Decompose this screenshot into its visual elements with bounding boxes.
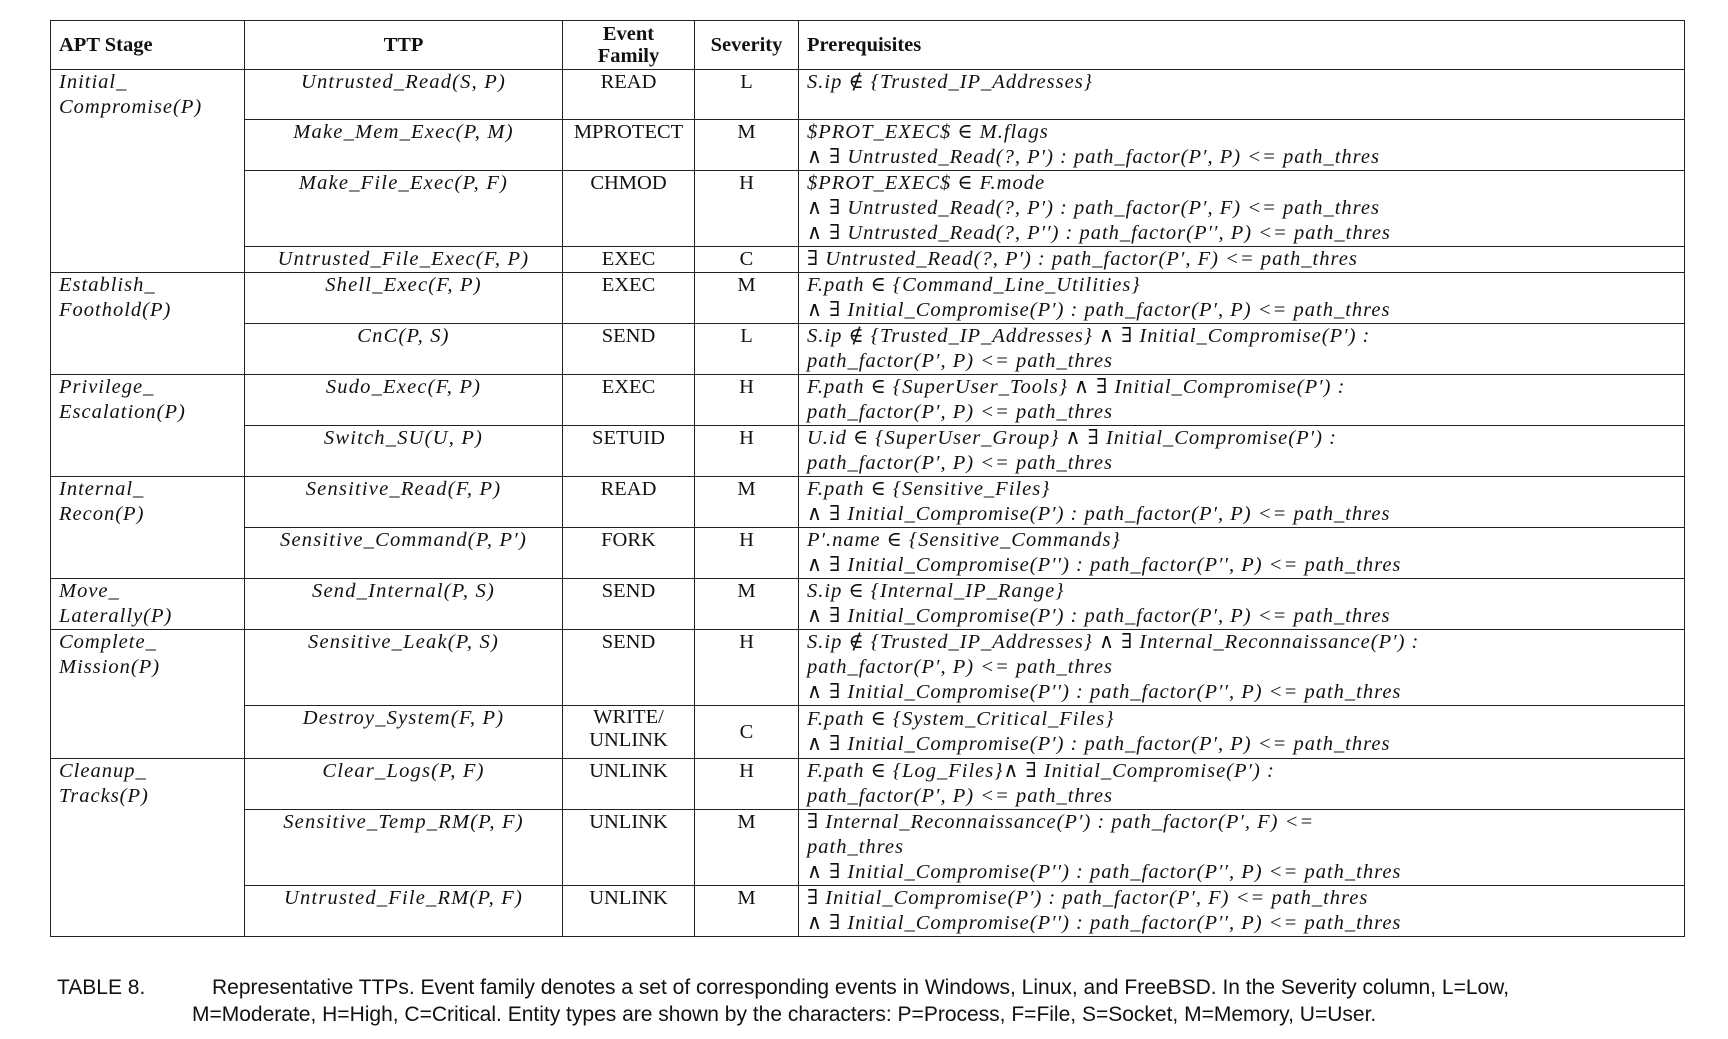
ttp-cell: Send_Internal(P, S) [245,579,563,630]
table-row [51,528,1685,579]
severity-cell: M [695,579,799,630]
apt-stage-cell [51,630,245,759]
severity-cell: H [695,375,799,426]
prerequisites-cell [799,247,1685,273]
apt-stage-line: Move_ [59,580,120,602]
apt-stage-line: Internal_ [59,478,145,500]
table-row [51,630,1685,706]
table-row [51,120,1685,171]
header-ttp: TTP [245,21,563,70]
apt-stage-cell [51,70,245,273]
prerequisite-line: S.ip ∉ {Trusted_IP_Addresses} [807,71,1093,93]
prerequisite-line: path_factor(P′, P) <= path_thres [807,785,1113,807]
apt-stage-line: Compromise(P) [59,96,203,118]
ttp-cell: Shell_Exec(F, P) [245,273,563,324]
event-family-line: SEND [601,580,656,602]
prerequisite-line: $PROT_EXEC$ ∈ M.flags [807,121,1049,143]
severity-cell: L [695,324,799,375]
prerequisite-line: F.path ∈ {SuperUser_Tools} ∧ ∃ Initial_Compromise(P′) : [807,376,1346,398]
table-row [51,171,1685,247]
severity-cell: H [695,630,799,706]
apt-stage-line: Privilege_ [59,376,155,398]
ttp-cell: Untrusted_Read(S, P) [245,70,563,120]
apt-stage-cell [51,375,245,477]
ttp-cell: Switch_SU(U, P) [245,426,563,477]
prerequisite-line: ∧ ∃ Untrusted_Read(?, P′) : path_factor(P′, F) <= path_thres [807,197,1380,219]
prerequisite-line: ∧ ∃ Initial_Compromise(P′′) : path_factor(P′′, P) <= path_thres [807,861,1402,883]
prerequisite-line: ∃ Initial_Compromise(P′) : path_factor(P′, F) <= path_thres [807,887,1369,909]
prerequisite-line: ∧ ∃ Initial_Compromise(P′) : path_factor(P′, P) <= path_thres [807,503,1391,525]
prerequisites-cell [799,759,1685,810]
table-row [51,759,1685,810]
event-family-line: UNLINK [589,729,668,751]
apt-stage-line: Mission(P) [59,656,161,678]
ttp-cell: Sudo_Exec(F, P) [245,375,563,426]
prerequisites-cell [799,477,1685,528]
prerequisite-line: S.ip ∉ {Trusted_IP_Addresses} ∧ ∃ Initial_Compromise(P′) : [807,325,1371,347]
prerequisites-cell [799,528,1685,579]
prerequisite-line: path_factor(P′, P) <= path_thres [807,656,1113,678]
prerequisite-line: ∃ Internal_Reconnaissance(P′) : path_factor(P′, F) <= [807,811,1315,833]
ttp-cell: Make_Mem_Exec(P, M) [245,120,563,171]
event-family-cell [563,70,695,120]
table-row [51,70,1685,120]
severity-cell: C [695,706,799,759]
prerequisite-line: F.path ∈ {Sensitive_Files} [807,478,1051,500]
prerequisites-cell [799,324,1685,375]
prerequisite-line: ∧ ∃ Initial_Compromise(P′′) : path_factor(P′′, P) <= path_thres [807,912,1402,934]
ttp-cell: Destroy_System(F, P) [245,706,563,759]
prerequisite-line: F.path ∈ {System_Critical_Files} [807,708,1115,730]
event-family-cell [563,630,695,706]
apt-stage-line: Establish_ [59,274,156,296]
event-family-line: UNLINK [589,887,668,909]
event-family-line: MPROTECT [573,121,684,143]
table-row [51,247,1685,273]
prerequisite-line: path_factor(P′, P) <= path_thres [807,350,1113,372]
table-caption [57,974,1682,1028]
severity-cell: L [695,70,799,120]
apt-stage-line: Escalation(P) [59,401,186,423]
table-row [51,375,1685,426]
event-family-line: SETUID [592,427,665,449]
severity-cell: H [695,171,799,247]
event-family-line: EXEC [601,274,656,296]
event-family-cell [563,324,695,375]
prerequisite-line: ∧ ∃ Initial_Compromise(P′) : path_factor(P′, P) <= path_thres [807,605,1391,627]
prerequisites-cell [799,706,1685,759]
ttp-cell: Untrusted_File_Exec(F, P) [245,247,563,273]
event-family-cell [563,120,695,171]
prerequisites-cell [799,886,1685,937]
severity-cell: H [695,528,799,579]
event-family-cell [563,273,695,324]
prerequisites-cell [799,810,1685,886]
apt-stage-line: Recon(P) [59,503,145,525]
ttp-cell: Sensitive_Temp_RM(P, F) [245,810,563,886]
prerequisite-line: ∧ ∃ Untrusted_Read(?, P′′) : path_factor(P′′, P) <= path_thres [807,222,1391,244]
apt-stage-line: Tracks(P) [59,785,149,807]
event-family-cell [563,528,695,579]
prerequisite-line: ∧ ∃ Initial_Compromise(P′′) : path_factor(P′′, P) <= path_thres [807,554,1402,576]
header-event-family-line2: Family [597,45,660,67]
caption-label: TABLE 8. [57,976,146,999]
prerequisite-line: path_factor(P′, P) <= path_thres [807,401,1113,423]
event-family-cell [563,579,695,630]
prerequisites-cell [799,120,1685,171]
prerequisite-line: F.path ∈ {Log_Files}∧ ∃ Initial_Compromise(P′) : [807,760,1275,782]
table-row [51,810,1685,886]
event-family-line: UNLINK [589,760,668,782]
prerequisite-line: ∧ ∃ Untrusted_Read(?, P′) : path_factor(P′, P) <= path_thres [807,146,1380,168]
prerequisite-line: path_thres [807,836,904,858]
prerequisite-line: S.ip ∉ {Trusted_IP_Addresses} ∧ ∃ Internal_Reconnaissance(P′) : [807,631,1420,653]
prerequisite-line: path_factor(P′, P) <= path_thres [807,452,1113,474]
table-row [51,886,1685,937]
table-row [51,477,1685,528]
table-row [51,273,1685,324]
prerequisite-line: ∃ Untrusted_Read(?, P′) : path_factor(P′, F) <= path_thres [807,248,1358,270]
ttp-cell: Sensitive_Leak(P, S) [245,630,563,706]
prerequisite-line: $PROT_EXEC$ ∈ F.mode [807,172,1046,194]
event-family-cell [563,759,695,810]
severity-cell: H [695,759,799,810]
severity-cell: M [695,477,799,528]
table-row [51,706,1685,759]
prerequisite-line: P′.name ∈ {Sensitive_Commands} [807,529,1121,551]
ttp-cell: Make_File_Exec(P, F) [245,171,563,247]
event-family-line: READ [600,71,657,93]
prerequisite-line: F.path ∈ {Command_Line_Utilities} [807,274,1141,296]
header-severity: Severity [695,21,799,70]
severity-cell: M [695,273,799,324]
event-family-line: READ [600,478,657,500]
event-family-line: WRITE/ [593,706,664,728]
table-row [51,324,1685,375]
ttp-cell: Clear_Logs(P, F) [245,759,563,810]
event-family-cell [563,810,695,886]
table-row [51,579,1685,630]
caption-line2: M=Moderate, H=High, C=Critical. Entity types are shown by the characters: P=Process, F=File, S=Socket, M=Memory, U=User. [192,1003,1377,1026]
header-event-family-line1: Event [602,23,655,45]
table-header-row [51,21,1685,70]
ttp-cell: Untrusted_File_RM(P, F) [245,886,563,937]
event-family-line: EXEC [601,376,656,398]
apt-stage-line: Initial_ [59,71,128,93]
table-body [51,70,1685,937]
event-family-line: FORK [601,529,656,551]
event-family-cell [563,375,695,426]
event-family-line: EXEC [601,248,656,270]
ttp-table [50,20,1685,937]
event-family-cell [563,171,695,247]
severity-cell: M [695,886,799,937]
event-family-line: SEND [601,325,656,347]
ttp-cell: Sensitive_Command(P, P′) [245,528,563,579]
prerequisite-line: ∧ ∃ Initial_Compromise(P′) : path_factor(P′, P) <= path_thres [807,299,1391,321]
apt-stage-cell [51,273,245,375]
prerequisites-cell [799,273,1685,324]
severity-cell: C [695,247,799,273]
apt-stage-cell [51,477,245,579]
header-apt-stage: APT Stage [51,21,245,70]
apt-stage-line: Laterally(P) [59,605,173,627]
event-family-cell [563,247,695,273]
caption-line1: Representative TTPs. Event family denotes a set of corresponding events in Windows, Linux, and FreeBSD. In the Severity column, L=Low, [212,976,1510,999]
prerequisites-cell [799,70,1685,120]
apt-stage-line: Complete_ [59,631,157,653]
apt-stage-line: Cleanup_ [59,760,147,782]
apt-stage-cell [51,579,245,630]
apt-stage-cell [51,759,245,937]
severity-cell: H [695,426,799,477]
prerequisite-line: U.id ∈ {SuperUser_Group} ∧ ∃ Initial_Compromise(P′) : [807,427,1337,449]
prerequisites-cell [799,426,1685,477]
prerequisite-line: S.ip ∈ {Internal_IP_Range} [807,580,1065,602]
prerequisites-cell [799,375,1685,426]
prerequisites-cell [799,630,1685,706]
severity-cell: M [695,120,799,171]
event-family-cell [563,426,695,477]
event-family-cell [563,886,695,937]
ttp-cell: CnC(P, S) [245,324,563,375]
prerequisites-cell [799,171,1685,247]
event-family-line: SEND [601,631,656,653]
ttp-cell: Sensitive_Read(F, P) [245,477,563,528]
prerequisite-line: ∧ ∃ Initial_Compromise(P′) : path_factor(P′, P) <= path_thres [807,733,1391,755]
prerequisites-cell [799,579,1685,630]
header-prerequisites: Prerequisites [799,21,1685,70]
table-row [51,426,1685,477]
prerequisite-line: ∧ ∃ Initial_Compromise(P′′) : path_factor(P′′, P) <= path_thres [807,681,1402,703]
severity-cell: M [695,810,799,886]
header-event-family [563,21,695,70]
event-family-cell [563,477,695,528]
apt-stage-line: Foothold(P) [59,299,172,321]
event-family-line: CHMOD [590,172,667,194]
event-family-line: UNLINK [589,811,668,833]
event-family-cell [563,706,695,759]
